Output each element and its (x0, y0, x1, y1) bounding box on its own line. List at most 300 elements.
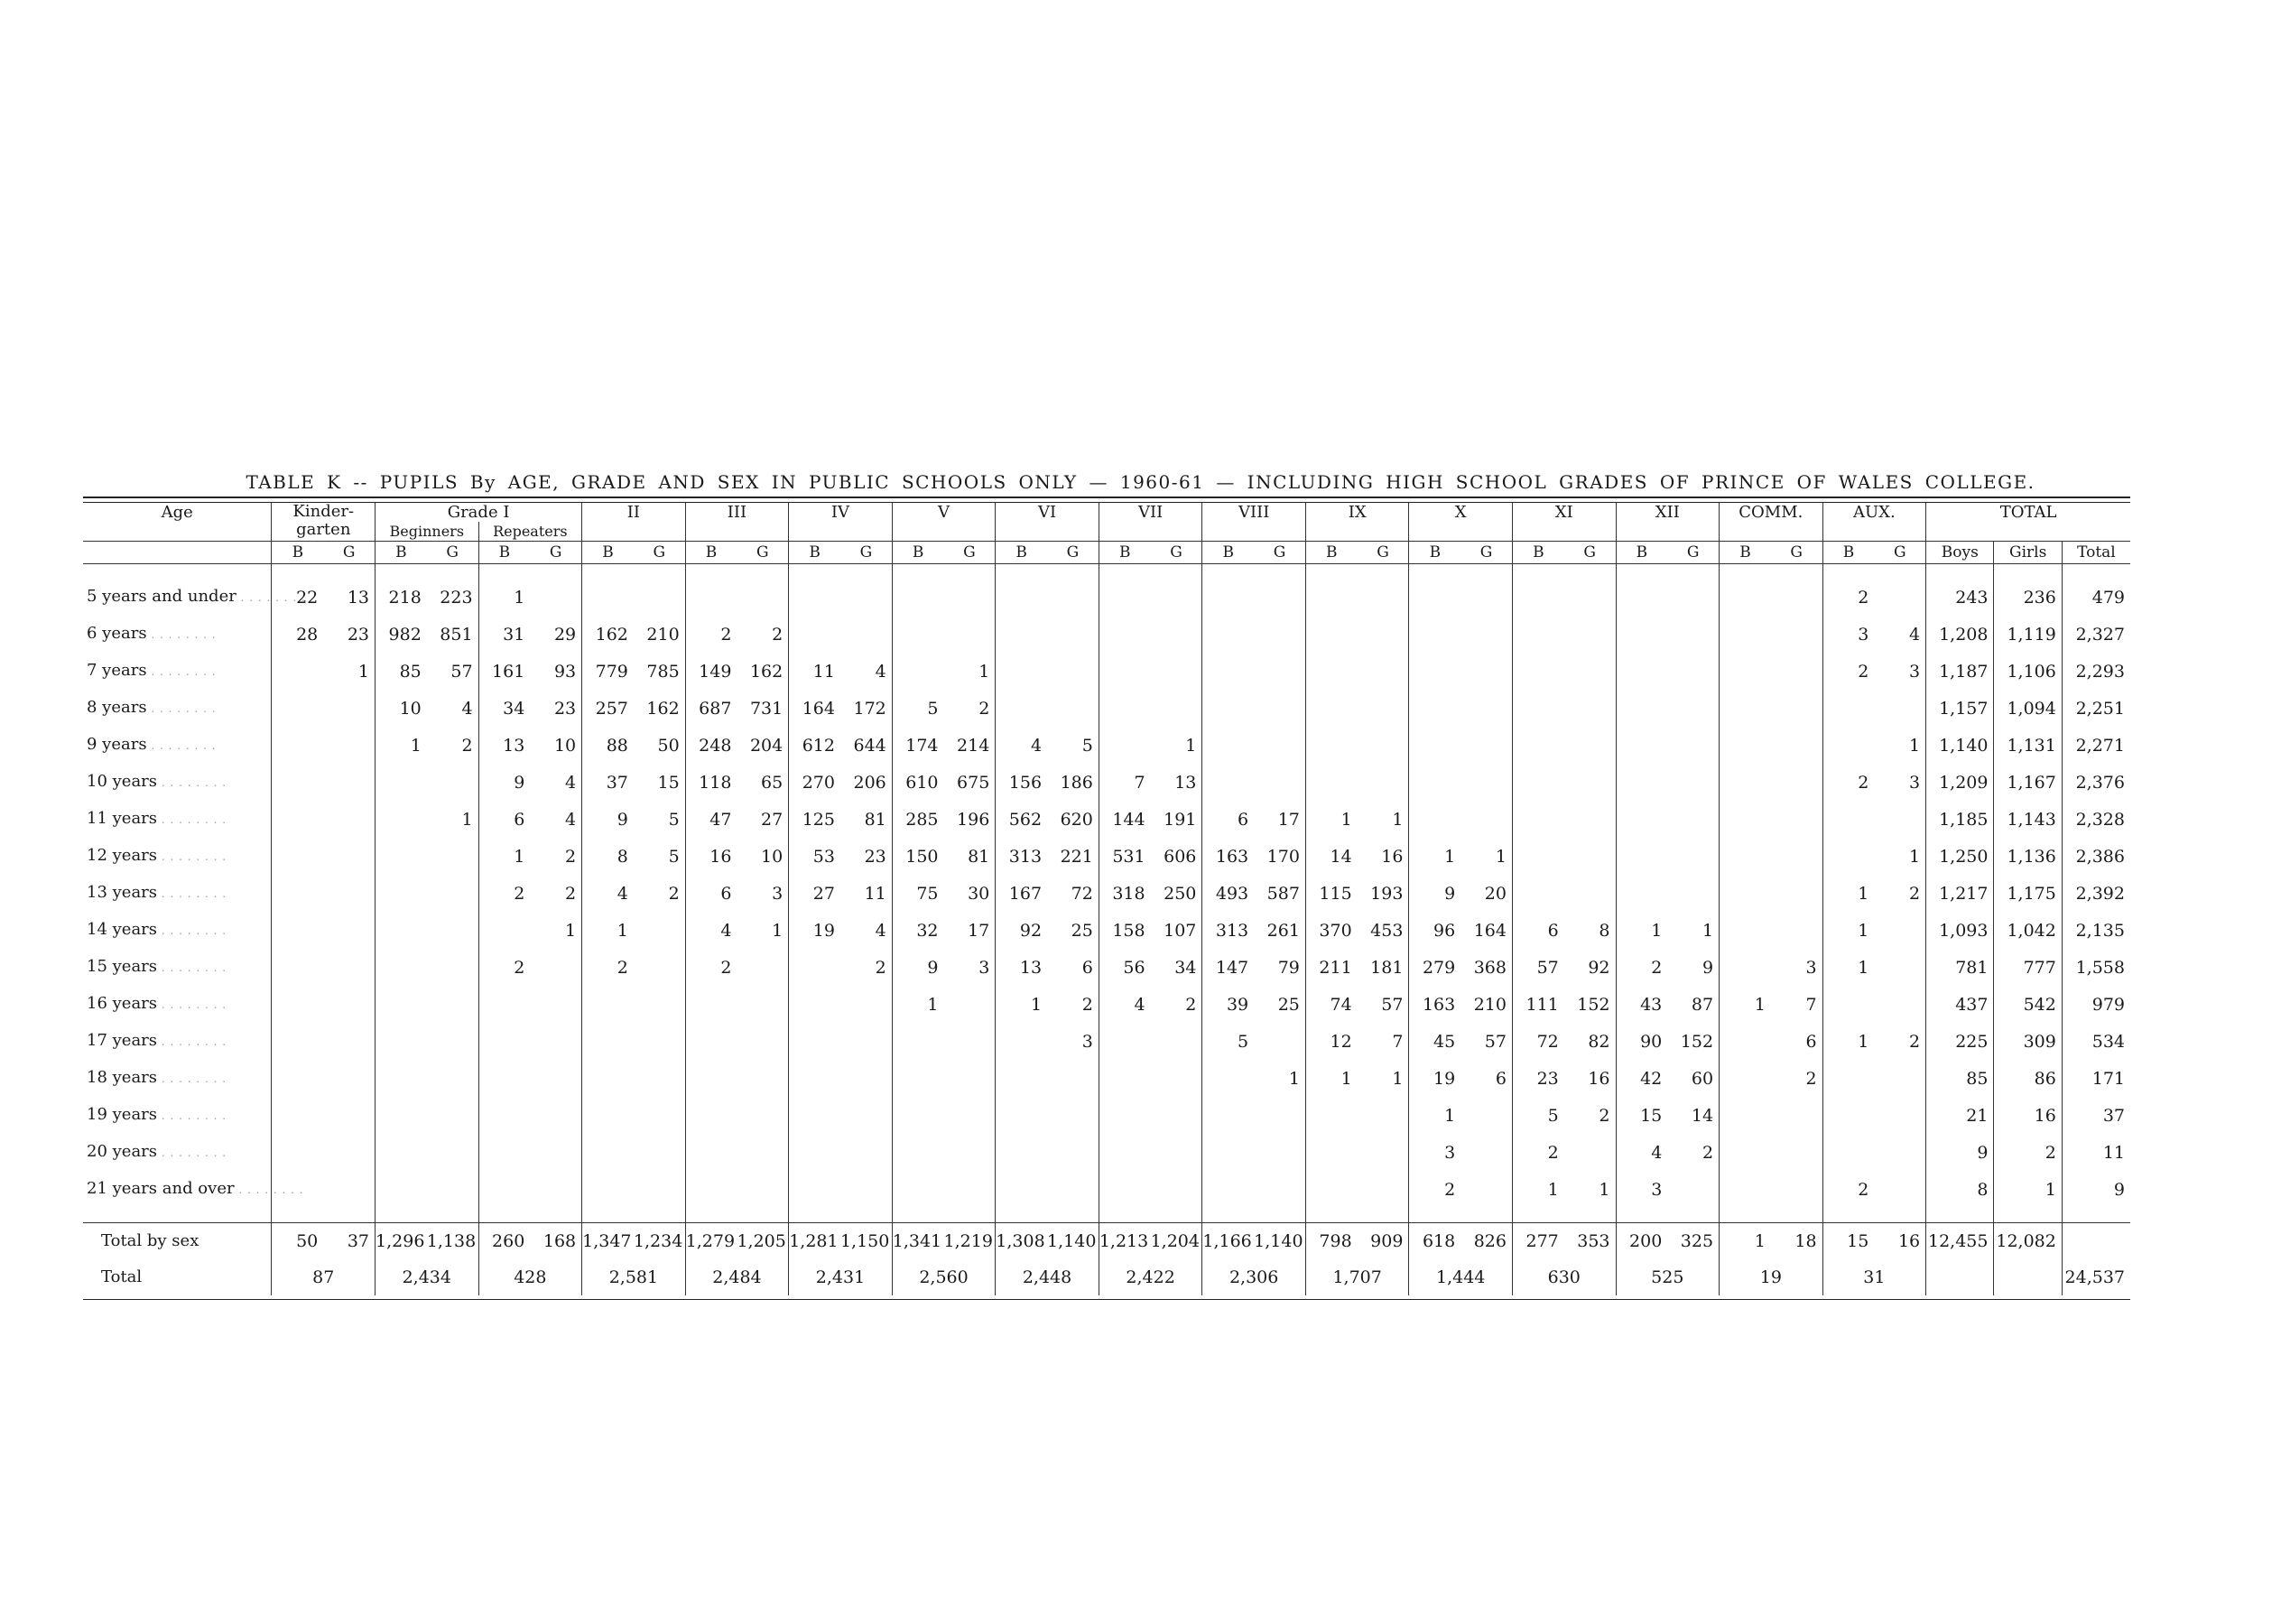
age-label-text: 7 years (87, 661, 147, 680)
spacer-cell (1616, 564, 1667, 580)
table-cell (944, 1023, 996, 1060)
table-cell (1822, 1060, 1874, 1097)
table-cell (1409, 616, 1460, 653)
spacer-cell (1512, 1208, 1563, 1223)
table-cell: 93 (553, 661, 577, 682)
table-cell: 437 (1926, 986, 1994, 1023)
table-cell: 9 (1926, 1134, 1994, 1171)
table-cell: 53 (789, 838, 840, 875)
total-by-sex-cell: 1,308 (996, 1223, 1047, 1260)
table-cell: 37 (582, 764, 634, 801)
leader-dots: . . . . . . . . (157, 1035, 227, 1048)
age-label-text: 8 years (87, 698, 147, 717)
table-cell: 6 (1512, 912, 1563, 949)
table-cell: 2 (478, 875, 530, 912)
spacer-cell (944, 1208, 996, 1223)
table-cell: 13 (1174, 772, 1197, 793)
empty-cell (1994, 1259, 2062, 1295)
table-cell (944, 1171, 996, 1208)
table-cell: 90 (1616, 1023, 1667, 1060)
table-cell: 777 (1994, 949, 2062, 986)
total-by-sex-cell: 1,150 (840, 1223, 892, 1260)
boys-column-header: B (1616, 542, 1667, 564)
table-cell (530, 986, 581, 1023)
table-cell: 6 (685, 875, 737, 912)
table-cell (1202, 1134, 1254, 1171)
boys-column-header: B (1512, 542, 1563, 564)
table-cell: 9 (582, 801, 634, 838)
spacer-cell (892, 564, 943, 580)
total-by-sex-cell: 168 (530, 1223, 581, 1260)
table-cell: 2 (478, 949, 530, 986)
table-cell: 2 (1512, 1134, 1563, 1171)
table-cell: 2 (1909, 1031, 1921, 1052)
table-cell: 214 (957, 735, 990, 756)
table-cell: 81 (864, 809, 886, 830)
girls-column-header: G (840, 542, 892, 564)
table-cell: 1,250 (1926, 838, 1994, 875)
table-cell (685, 1097, 737, 1134)
table-cell: 3 (772, 883, 784, 904)
table-cell (1305, 616, 1357, 653)
table-cell: 1 (1305, 1060, 1357, 1097)
spacer-cell (582, 564, 634, 580)
table-cell (376, 875, 427, 912)
table-cell (634, 949, 685, 986)
table-row (83, 764, 2130, 801)
girls-column-header: G (1667, 542, 1719, 564)
spacer-cell (1720, 564, 1771, 580)
table-row (83, 875, 2130, 912)
table-cell (1720, 764, 1771, 801)
table-cell (1254, 690, 1305, 727)
girls-column-header: G (1564, 542, 1616, 564)
girls-column-header: G (1358, 542, 1409, 564)
table-cell (1771, 616, 1822, 653)
table-cell: 851 (440, 624, 473, 645)
table-cell: 1,217 (1926, 875, 1994, 912)
table-cell: 31 (478, 616, 530, 653)
table-cell (685, 1171, 737, 1208)
table-cell (737, 1097, 788, 1134)
beginners-header: Beginners (376, 522, 479, 542)
empty-cell (1926, 1259, 1994, 1295)
leader-dots: . . . . . . . . (157, 813, 227, 826)
table-cell: 206 (853, 772, 886, 793)
overall-total-cell: 24,537 (2062, 1259, 2130, 1295)
spacer-cell (1667, 1208, 1719, 1223)
total-by-sex-cell: 325 (1667, 1223, 1719, 1260)
table-cell: 72 (1071, 883, 1093, 904)
table-cell (1305, 579, 1357, 616)
boys-column-header: B (1099, 542, 1150, 564)
table-cell: 13 (347, 587, 370, 608)
leader-dots: . . . . . . . . (157, 776, 227, 789)
table-cell (272, 690, 323, 727)
table-cell: 1,119 (1994, 616, 2062, 653)
table-cell (272, 1060, 323, 1097)
table-cell: 785 (646, 661, 680, 682)
table-cell (1254, 653, 1305, 690)
table-cell: 2 (1822, 1171, 1874, 1208)
total-by-sex-cell: 12,455 (1926, 1223, 1994, 1260)
table-cell (1099, 616, 1150, 653)
table-cell: 3 (1081, 1031, 1093, 1052)
girls-column-header: G (1771, 542, 1822, 564)
table-cell (1099, 1097, 1150, 1134)
table-cell (1460, 690, 1512, 727)
table-cell: 1,185 (1926, 801, 1994, 838)
table-cell (427, 875, 478, 912)
table-cell (1720, 1060, 1771, 1097)
table-cell: 542 (1994, 986, 2062, 1023)
table-cell: 28 (272, 616, 323, 653)
grade-V-header: V (892, 503, 996, 542)
table-cell: 164 (1473, 920, 1507, 941)
table-cell (427, 838, 478, 875)
table-cell (1564, 727, 1616, 764)
leader-dots: . . . . . . . . (157, 1146, 227, 1159)
table-cell: 1,093 (1926, 912, 1994, 949)
table-cell (1460, 727, 1512, 764)
table-cell: 5 (1202, 1023, 1254, 1060)
table-cell: 4 (565, 772, 577, 793)
table-cell (478, 1060, 530, 1097)
table-cell: 2 (1081, 994, 1093, 1015)
table-cell (1047, 579, 1099, 616)
table-cell: 223 (440, 587, 473, 608)
total-by-sex-cell: 909 (1358, 1223, 1409, 1260)
table-cell: 164 (789, 690, 840, 727)
table-cell (1720, 1097, 1771, 1134)
table-cell (996, 1097, 1047, 1134)
table-cell (1151, 1060, 1202, 1097)
table-cell: 2 (685, 949, 737, 986)
spacer-cell (530, 1208, 581, 1223)
table-cell: 20 (1484, 883, 1507, 904)
bottom-rule (83, 1299, 2130, 1300)
table-cell: 2 (1599, 1105, 1610, 1126)
table-cell: 191 (1164, 809, 1197, 830)
girls-column-header: G (1151, 542, 1202, 564)
total-by-sex-cell: 260 (478, 1223, 530, 1260)
table-cell (1822, 727, 1874, 764)
table-cell (685, 1023, 737, 1060)
table-cell (1202, 690, 1254, 727)
age-label (83, 764, 272, 801)
spacer-cell (478, 1208, 530, 1223)
total-by-sex-cell: 1,219 (944, 1223, 996, 1260)
spacer-cell (1667, 564, 1719, 580)
table-cell (1460, 1171, 1512, 1208)
table-cell (376, 1134, 427, 1171)
table-cell (1564, 690, 1616, 727)
table-cell (582, 1097, 634, 1134)
table-cell: 1 (582, 912, 634, 949)
table-cell: 152 (1680, 1031, 1714, 1052)
table-cell (478, 912, 530, 949)
table-cell (1616, 690, 1667, 727)
table-cell (1564, 653, 1616, 690)
spacer-cell (996, 1208, 1047, 1223)
grade1-header: Grade I (376, 503, 582, 522)
table-cell (1720, 653, 1771, 690)
table-cell: 125 (789, 801, 840, 838)
table-cell (1099, 727, 1150, 764)
table-cell (1874, 1060, 1925, 1097)
table-cell (1358, 690, 1409, 727)
table-cell: 4 (565, 809, 577, 830)
table-cell: 186 (1060, 772, 1093, 793)
table-cell: 2 (772, 624, 784, 645)
grand-total-cell: 2,484 (685, 1259, 789, 1295)
total-by-sex-cell: 50 (272, 1223, 323, 1260)
table-cell: 1,143 (1994, 801, 2062, 838)
table-cell (1564, 801, 1616, 838)
age-label-text: 12 years (87, 846, 158, 865)
total-by-sex-cell: 826 (1460, 1223, 1512, 1260)
table-cell (1305, 1171, 1357, 1208)
spacer-cell (737, 1208, 788, 1223)
table-row (83, 912, 2130, 949)
table-cell: 25 (1277, 994, 1300, 1015)
table-cell (892, 1060, 943, 1097)
total-by-sex-cell: 1,213 (1099, 1223, 1150, 1260)
table-cell (1358, 616, 1409, 653)
table-cell (1047, 1171, 1099, 1208)
table-cell (323, 801, 375, 838)
grade-XII-header: XII (1616, 503, 1720, 542)
table-cell (1047, 616, 1099, 653)
table-cell (1254, 1171, 1305, 1208)
grade-IV-header: IV (789, 503, 893, 542)
spacer-cell (1151, 564, 1202, 580)
age-label-text: 19 years (87, 1105, 158, 1124)
table-cell (1564, 764, 1616, 801)
table-cell (1460, 616, 1512, 653)
boys-column-header: B (1305, 542, 1357, 564)
table-cell: 23 (347, 624, 370, 645)
table-cell: 1 (1185, 735, 1197, 756)
age-label (83, 616, 272, 653)
table-cell (1874, 579, 1925, 616)
table-cell: 1,136 (1994, 838, 2062, 875)
spacer-cell (83, 1208, 272, 1223)
table-cell (1047, 690, 1099, 727)
grade-III-header: III (685, 503, 789, 542)
spacer-cell (1358, 1208, 1409, 1223)
table-cell (840, 1171, 892, 1208)
table-cell (582, 986, 634, 1023)
table-cell (1564, 1134, 1616, 1171)
boys-column-header: B (685, 542, 737, 564)
table-cell: 1 (1409, 838, 1460, 875)
top-rule (83, 496, 2130, 499)
spacer-cell (478, 564, 530, 580)
grand-total-cell: 31 (1822, 1259, 1926, 1295)
table-cell: 610 (892, 764, 943, 801)
age-label-text: 10 years (87, 772, 158, 791)
spacer-cell (737, 564, 788, 580)
spacer-cell (1512, 564, 1563, 580)
total-by-sex-cell: 798 (1305, 1223, 1357, 1260)
table-cell: 2,251 (2062, 690, 2130, 727)
table-cell: 3 (978, 957, 990, 978)
total-by-sex-cell: 1,140 (1047, 1223, 1099, 1260)
table-cell: 9 (478, 764, 530, 801)
table-cell: 453 (1370, 920, 1404, 941)
table-cell (1771, 690, 1822, 727)
table-cell (323, 1134, 375, 1171)
table-cell: 32 (892, 912, 943, 949)
table-cell (376, 801, 427, 838)
total-by-sex-cell: 1,296 (376, 1223, 427, 1260)
table-cell (1047, 1060, 1099, 1097)
age-label-text: 21 years and over (87, 1179, 235, 1198)
table-cell: 92 (1588, 957, 1610, 978)
leader-dots: . . . . . . . . (157, 924, 227, 937)
table-cell (530, 1023, 581, 1060)
table-cell: 2 (1616, 949, 1667, 986)
table-cell (1202, 653, 1254, 690)
table-cell: 172 (853, 698, 886, 719)
table-cell (1099, 579, 1150, 616)
total-by-sex-cell: 1,347 (582, 1223, 634, 1260)
boys-column-header: B (1409, 542, 1460, 564)
grade-VI-header: VI (996, 503, 1099, 542)
boys-column-header: B (1720, 542, 1771, 564)
table-cell (1771, 1134, 1822, 1171)
total-by-sex-cell: 1 (1720, 1223, 1771, 1260)
table-cell (944, 1060, 996, 1097)
table-cell: 57 (1512, 949, 1563, 986)
table-cell: 2 (1409, 1171, 1460, 1208)
table-cell (1874, 986, 1925, 1023)
table-cell: 3 (1616, 1171, 1667, 1208)
table-cell: 620 (1060, 809, 1093, 830)
age-header: Age (161, 503, 193, 522)
total-by-sex-cell: 1,205 (737, 1223, 788, 1260)
table-cell: 149 (685, 653, 737, 690)
table-body (83, 564, 2130, 1223)
table-cell: 16 (1994, 1097, 2062, 1134)
table-cell (582, 1171, 634, 1208)
table-cell (478, 1134, 530, 1171)
table-row (83, 1097, 2130, 1134)
table-cell: 152 (1577, 994, 1610, 1015)
leader-dots: . . . . . . . . (146, 628, 217, 641)
table-cell (272, 986, 323, 1023)
table-cell (634, 1060, 685, 1097)
table-cell: 2 (875, 957, 886, 978)
table-cell: 2,271 (2062, 727, 2130, 764)
table-row (83, 949, 2130, 986)
table-cell (1409, 653, 1460, 690)
table-cell (1667, 653, 1719, 690)
table-cell (1305, 764, 1357, 801)
table-cell: 285 (892, 801, 943, 838)
table-cell: 2 (1822, 764, 1874, 801)
table-footer (83, 1223, 2130, 1296)
table-cell (1874, 801, 1925, 838)
age-label (83, 1134, 272, 1171)
table-cell: 171 (2062, 1060, 2130, 1097)
table-cell (323, 690, 375, 727)
spacer-cell (1822, 564, 1874, 580)
age-label-text: 6 years (87, 624, 147, 643)
table-cell (1874, 1134, 1925, 1171)
table-cell: 13 (996, 949, 1047, 986)
table-cell (1409, 579, 1460, 616)
table-cell: 181 (1370, 957, 1404, 978)
spacer-cell (634, 564, 685, 580)
total-by-sex-cell: 37 (323, 1223, 375, 1260)
table-cell (427, 912, 478, 949)
pupils-table-container (83, 496, 2130, 1300)
spacer-cell (1564, 564, 1616, 580)
table-cell (376, 838, 427, 875)
table-cell (1667, 579, 1719, 616)
table-cell (737, 986, 788, 1023)
table-cell: 309 (1994, 1023, 2062, 1060)
table-cell: 2 (1822, 579, 1874, 616)
age-label-text: 20 years (87, 1142, 158, 1161)
table-cell (1822, 838, 1874, 875)
table-cell (1202, 727, 1254, 764)
table-cell (1720, 801, 1771, 838)
table-cell (840, 579, 892, 616)
table-cell (1254, 579, 1305, 616)
table-cell (1667, 727, 1719, 764)
table-cell: 162 (646, 698, 680, 719)
table-cell (1512, 579, 1563, 616)
table-cell: 1 (1822, 1023, 1874, 1060)
table-cell (892, 1171, 943, 1208)
table-cell: 612 (789, 727, 840, 764)
table-cell: 23 (1512, 1060, 1563, 1097)
grand-total-cell: 428 (478, 1259, 582, 1295)
table-cell (892, 653, 943, 690)
table-cell (1358, 1134, 1409, 1171)
table-cell: 1 (1409, 1097, 1460, 1134)
table-cell: 248 (685, 727, 737, 764)
table-cell: 1,106 (1994, 653, 2062, 690)
spacer-cell (1616, 1208, 1667, 1223)
table-cell (789, 1023, 840, 1060)
header-grades-row (83, 503, 2130, 522)
table-cell: 161 (478, 653, 530, 690)
table-cell: 14 (1305, 838, 1357, 875)
table-cell: 1 (1392, 809, 1404, 830)
table-cell: 1 (1495, 846, 1507, 867)
table-cell (1771, 653, 1822, 690)
table-cell: 1 (478, 838, 530, 875)
table-cell: 218 (376, 579, 427, 616)
table-cell (1099, 653, 1150, 690)
table-cell: 2 (461, 735, 473, 756)
table-cell (840, 1023, 892, 1060)
age-label (83, 1171, 304, 1208)
table-cell (789, 1060, 840, 1097)
age-label-text: 5 years and under (87, 587, 236, 606)
table-cell: 193 (1370, 883, 1404, 904)
table-cell: 4 (875, 661, 886, 682)
spacer-cell (1720, 1208, 1771, 1223)
table-cell: 27 (789, 875, 840, 912)
age-label-text: 18 years (87, 1068, 158, 1087)
boys-column-header: B (789, 542, 840, 564)
table-cell: 57 (1381, 994, 1404, 1015)
